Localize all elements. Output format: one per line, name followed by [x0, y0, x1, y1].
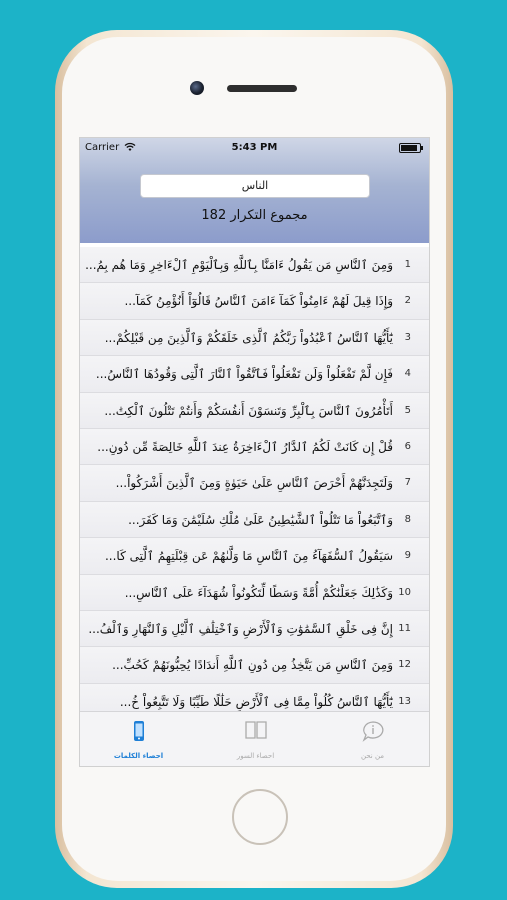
verse-text: سَيَقُولُ ٱلسُّفَهَآءُ مِنَ ٱلنَّاسِ مَا وَلَّىٰهُمْ عَن قِبْلَتِهِمُ ٱلَّتِى كَا...	[104, 549, 393, 564]
verse-number: 8	[404, 513, 411, 525]
list-item[interactable]	[80, 684, 429, 713]
list-item[interactable]	[80, 647, 429, 683]
list-item[interactable]	[80, 538, 429, 574]
camera-icon	[190, 81, 204, 95]
list-item[interactable]	[80, 502, 429, 538]
verse-number: 5	[404, 404, 411, 416]
list-item[interactable]	[80, 393, 429, 429]
battery-icon	[399, 143, 421, 153]
verse-number: 1	[404, 259, 411, 270]
verse-text: وَإِذَا قِيلَ لَهُمْ ءَامِنُواْ كَمَآ ءَامَنَ ٱلنَّاسُ قَالُوٓاْ أَنُؤْمِنُ كَمَآ...	[124, 294, 393, 309]
carrier-label: Carrier	[85, 142, 120, 153]
verse-text: وَكَذَٰلِكَ جَعَلْنَٰكُمْ أُمَّةً وَسَطًا لِّتَكُونُواْ شُهَدَآءَ عَلَى ٱلنَّاسِ...	[124, 585, 393, 600]
list-item[interactable]	[80, 320, 429, 356]
verse-number: 3	[404, 331, 411, 343]
list-item[interactable]	[80, 283, 429, 319]
verse-list[interactable]	[80, 247, 429, 713]
verse-text: إِنَّ فِى خَلْقِ ٱلسَّمَٰوَٰتِ وَٱلْأَرْضِ وَٱخْتِلَٰفِ ٱلَّيْلِ وَٱلنَّهَارِ وَٱلْفُ...	[88, 621, 393, 636]
info-bubble-icon	[361, 720, 385, 742]
tab-about[interactable]	[314, 712, 430, 766]
verse-number: 11	[398, 622, 411, 634]
verse-text: وَمِنَ ٱلنَّاسِ مَن يَقُولُ ءَامَنَّا بِٱللَّهِ وَبِٱلْيَوْمِ ٱلْءَاخِرِ وَمَا هُم بِمُ...	[85, 258, 393, 272]
verse-text: أَتَأْمُرُونَ ٱلنَّاسَ بِٱلْبِرِّ وَتَنسَوْنَ أَنفُسَكُمْ وَأَنتُمْ تَتْلُونَ ٱلْكِتَٰ...	[104, 403, 393, 418]
tab-word-stats[interactable]	[80, 712, 197, 766]
home-button[interactable]	[232, 789, 288, 845]
verse-text: فَإِن لَّمْ تَفْعَلُواْ وَلَن تَفْعَلُواْ فَٱتَّقُواْ ٱلنَّارَ ٱلَّتِى وَقُودُهَا ٱلنَّاسُ...	[95, 367, 393, 382]
verse-text: يَٰٓأَيُّهَا ٱلنَّاسُ كُلُواْ مِمَّا فِى ٱلْأَرْضِ حَلَٰلًا طَيِّبًا وَلَا تَتَّبِعُواْ خُ...	[119, 694, 393, 709]
list-item[interactable]	[80, 429, 429, 465]
status-bar	[80, 138, 429, 158]
verse-number: 7	[404, 477, 411, 489]
verse-number: 6	[404, 440, 411, 452]
verse-text: قُلْ إِن كَانَتْ لَكُمُ ٱلدَّارُ ٱلْءَاخِرَةُ عِندَ ٱللَّهِ خَالِصَةً مِّن دُونِ...	[97, 439, 393, 454]
header	[80, 138, 429, 243]
verse-text: وَلَتَجِدَنَّهُمْ أَحْرَصَ ٱلنَّاسِ عَلَىٰ حَيَوٰةٍ وَمِنَ ٱلَّذِينَ أَشْرَكُواْ...	[115, 476, 393, 491]
app-screen	[79, 137, 430, 767]
speaker-grille	[227, 85, 297, 92]
tab-label: احصاء السور	[236, 752, 275, 760]
verse-number: 2	[404, 295, 411, 307]
tab-bar	[80, 711, 429, 766]
verse-number: 13	[398, 695, 411, 707]
list-item[interactable]	[80, 356, 429, 392]
book-icon	[244, 720, 268, 740]
status-time: 5:43 PM	[231, 142, 278, 153]
verse-text: وَمِنَ ٱلنَّاسِ مَن يَتَّخِذُ مِن دُونِ ٱللَّهِ أَندَادًا يُحِبُّونَهُمْ كَحُبِّ...	[112, 658, 393, 673]
tab-label: احصاء الكلمات	[113, 752, 164, 760]
list-item[interactable]	[80, 465, 429, 501]
verse-number: 12	[398, 659, 411, 671]
list-item[interactable]	[80, 575, 429, 611]
phone-icon	[133, 720, 145, 742]
verse-number: 9	[404, 550, 411, 562]
tab-surah-stats[interactable]	[197, 712, 314, 766]
list-item[interactable]	[80, 247, 429, 283]
list-item[interactable]	[80, 611, 429, 647]
tab-label: من نحن	[360, 752, 385, 760]
search-input[interactable]: الناس	[140, 174, 370, 198]
verse-text: يَٰٓأَيُّهَا ٱلنَّاسُ ٱعْبُدُواْ رَبَّكُمُ ٱلَّذِى خَلَقَكُمْ وَٱلَّذِينَ مِن قَبْلِكُمْ...	[104, 330, 393, 345]
verse-number: 4	[404, 368, 411, 380]
total-count: مجموع التكرار 182	[201, 208, 308, 223]
verse-number: 10	[398, 586, 411, 598]
verse-text: وَٱتَّبَعُواْ مَا تَتْلُواْ ٱلشَّيَٰطِينُ عَلَىٰ مُلْكِ سُلَيْمَٰنَ وَمَا كَفَرَ...	[128, 512, 393, 527]
